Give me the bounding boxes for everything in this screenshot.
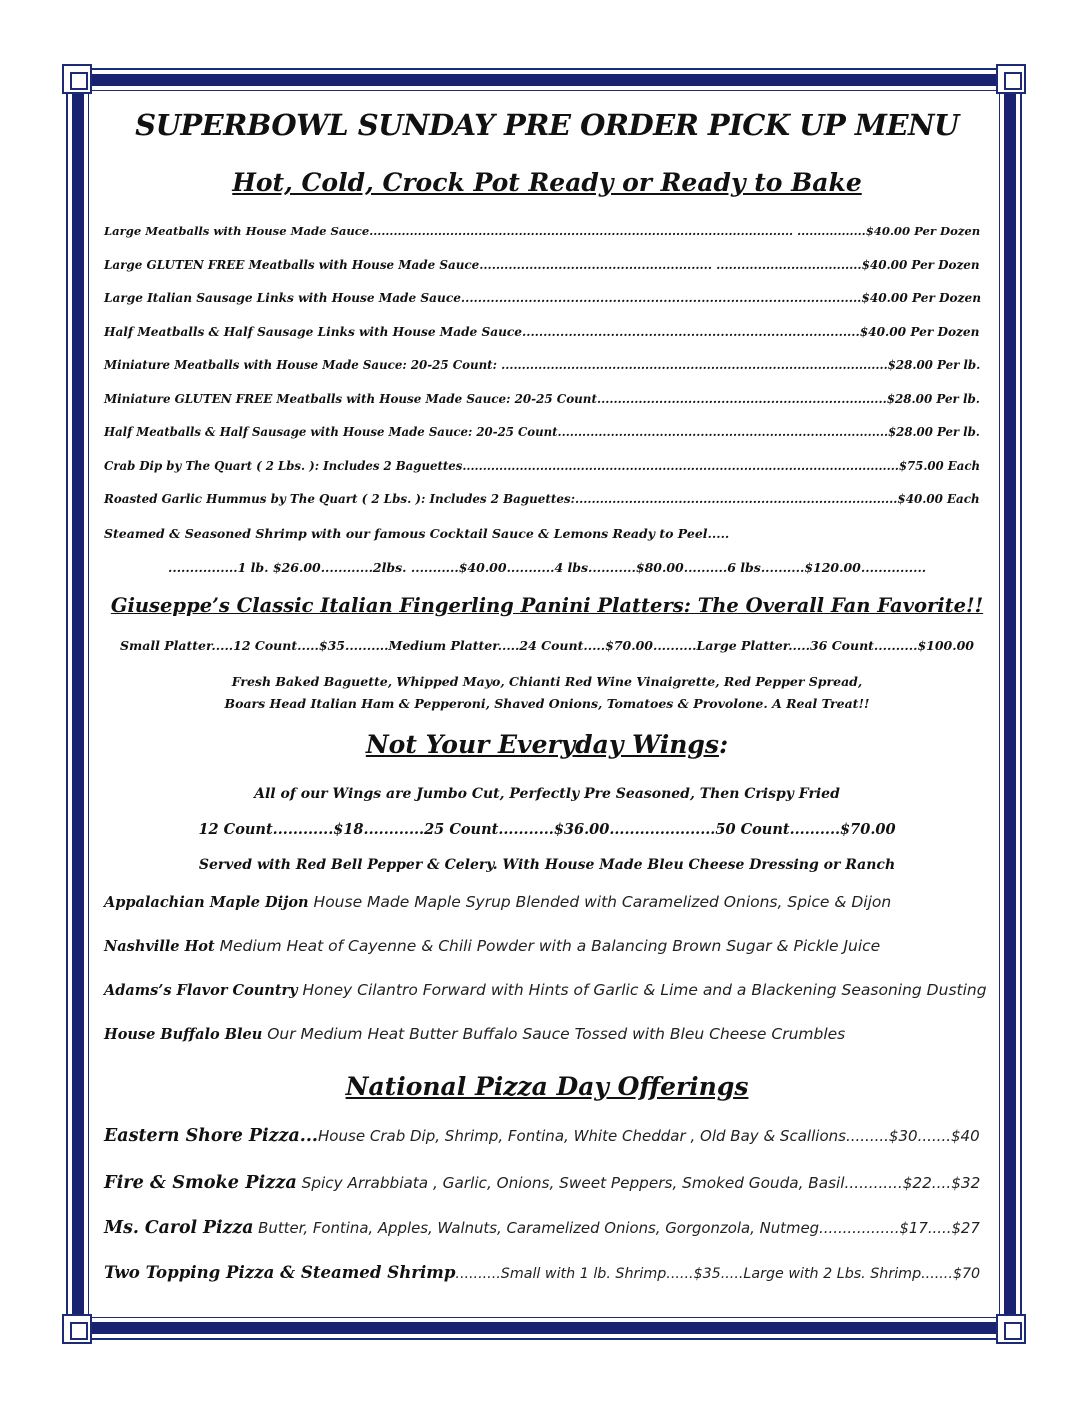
wings-prices: 12 Count............$18............25 Count...........$36.00.....................50 Count..........$70.00	[198, 821, 896, 838]
pizza-name: Ms. Carol Pizza	[104, 1218, 254, 1238]
section-heading-hot-cold: Hot, Cold, Crock Pot Ready or Ready to Bake	[232, 168, 862, 197]
panini-sizes: Small Platter.....12 Count.....$35..........Medium Platter.....24 Count.....$70.00..........Large Platter.....36 Count..........$100.00	[120, 638, 974, 653]
menu-item: Steamed & Seasoned Shrimp with our famous Cocktail Sauce & Lemons Ready to Peel.....	[104, 526, 730, 541]
pizza-name: Eastern Shore Pizza...	[104, 1126, 318, 1146]
menu-item: Half Meatballs & Half Sausage with House Made Sauce: 20-25 Count.................................................................................$28.00 Per lb.	[104, 425, 980, 439]
wing-flavor-desc: Our Medium Heat Butter Buffalo Sauce Tossed with Bleu Cheese Crumbles	[262, 1025, 846, 1043]
menu-item: Roasted Garlic Hummus by The Quart ( 2 Lbs. ): Includes 2 Baguettes:..............................................................................$40.00 Each	[104, 492, 980, 506]
wing-flavor	[104, 980, 987, 999]
menu-item: Large Italian Sausage Links with House Made Sauce...............................................................................................$40.00 Per Dozen	[104, 291, 982, 305]
pizza-name: Fire & Smoke Pizza	[104, 1172, 297, 1193]
wing-flavor	[104, 936, 880, 955]
corner-ornament	[62, 64, 92, 94]
pizza-item	[104, 1262, 980, 1282]
section-heading-panini: Giuseppe’s Classic Italian Fingerling Panini Platters: The Overall Fan Favorite!!	[110, 594, 984, 617]
menu-item: Large Meatballs with House Made Sauce......................................................................................................... .................$40.00 Per Dozen	[104, 224, 981, 238]
wings-intro: All of our Wings are Jumbo Cut, Perfectly Pre Seasoned, Then Crispy Fried	[254, 786, 840, 802]
pizza-desc: Butter, Fontina, Apples, Walnuts, Caramelized Onions, Gorgonzola, Nutmeg.................$17.....$27	[253, 1219, 980, 1237]
menu-title: SUPERBOWL SUNDAY PRE ORDER PICK UP MENU	[135, 108, 959, 142]
wing-flavor-name: Nashville Hot	[104, 938, 215, 955]
menu-item: Half Meatballs & Half Sausage Links with House Made Sauce................................................................................$40.00 Per Dozen	[104, 325, 980, 339]
menu-item: Large GLUTEN FREE Meatballs with House Made Sauce........................................................ ...................................$40.00 Per Dozen	[104, 258, 980, 272]
panini-description: Boars Head Italian Ham & Pepperoni, Shaved Onions, Tomatoes & Provolone. A Real Treat!!	[224, 696, 870, 711]
wing-flavor-name: Adams’s Flavor Country	[104, 982, 298, 999]
menu-item: Miniature Meatballs with House Made Sauce: 20-25 Count: ..............................................................................................$28.00 Per lb.	[104, 358, 981, 372]
pizza-desc: Spicy Arrabbiata , Garlic, Onions, Sweet Peppers, Smoked Gouda, Basil............$22....$32	[296, 1174, 981, 1192]
section-heading-pizza: National Pizza Day Offerings	[345, 1072, 749, 1101]
wing-flavor-name: House Buffalo Bleu	[104, 1026, 263, 1043]
wings-served-with: Served with Red Bell Pepper & Celery. With House Made Bleu Cheese Dressing or Ranch	[198, 857, 896, 873]
wings-heading-colon: :	[718, 730, 729, 759]
wing-flavor-name: Appalachian Maple Dijon	[104, 894, 309, 911]
wing-flavor-desc: House Made Maple Syrup Blended with Caramelized Onions, Spice & Dijon	[308, 893, 892, 911]
wing-flavor-desc: Honey Cilantro Forward with Hints of Garlic & Lime and a Blackening Seasoning Dusting	[297, 981, 987, 999]
pizza-desc: House Crab Dip, Shrimp, Fontina, White Cheddar , Old Bay & Scallions.........$30.......$40	[318, 1127, 980, 1145]
wing-flavor	[104, 1024, 845, 1043]
section-heading-wings	[104, 730, 990, 759]
pizza-item	[104, 1172, 980, 1193]
shrimp-prices: ................1 lb. $26.00............2lbs. ...........$40.00...........4 lbs...........$80.00..........6 lbs..........$120.00...............	[168, 560, 927, 575]
corner-ornament	[62, 1314, 92, 1344]
pizza-desc: ..........Small with 1 lb. Shrimp......$35.....Large with 2 Lbs. Shrimp.......$70	[455, 1266, 981, 1282]
wing-flavor	[104, 892, 891, 911]
pizza-item	[104, 1218, 980, 1238]
pizza-item	[104, 1126, 980, 1146]
wings-heading-text: Not Your Everyday Wings	[365, 730, 719, 759]
menu-item: Crab Dip by The Quart ( 2 Lbs. ): Includes 2 Baguettes...........................................................................................................$75.00 Each	[104, 459, 980, 473]
wing-flavor-desc: Medium Heat of Cayenne & Chili Powder with a Balancing Brown Sugar & Pickle Juice	[214, 937, 881, 955]
corner-ornament	[996, 1314, 1026, 1344]
pizza-name: Two Topping Pizza & Steamed Shrimp	[104, 1262, 456, 1282]
corner-ornament	[996, 64, 1026, 94]
panini-description: Fresh Baked Baguette, Whipped Mayo, Chianti Red Wine Vinaigrette, Red Pepper Spread,	[231, 674, 863, 689]
menu-item: Miniature GLUTEN FREE Meatballs with House Made Sauce: 20-25 Count......................................................................$28.00 Per lb.	[104, 392, 980, 406]
